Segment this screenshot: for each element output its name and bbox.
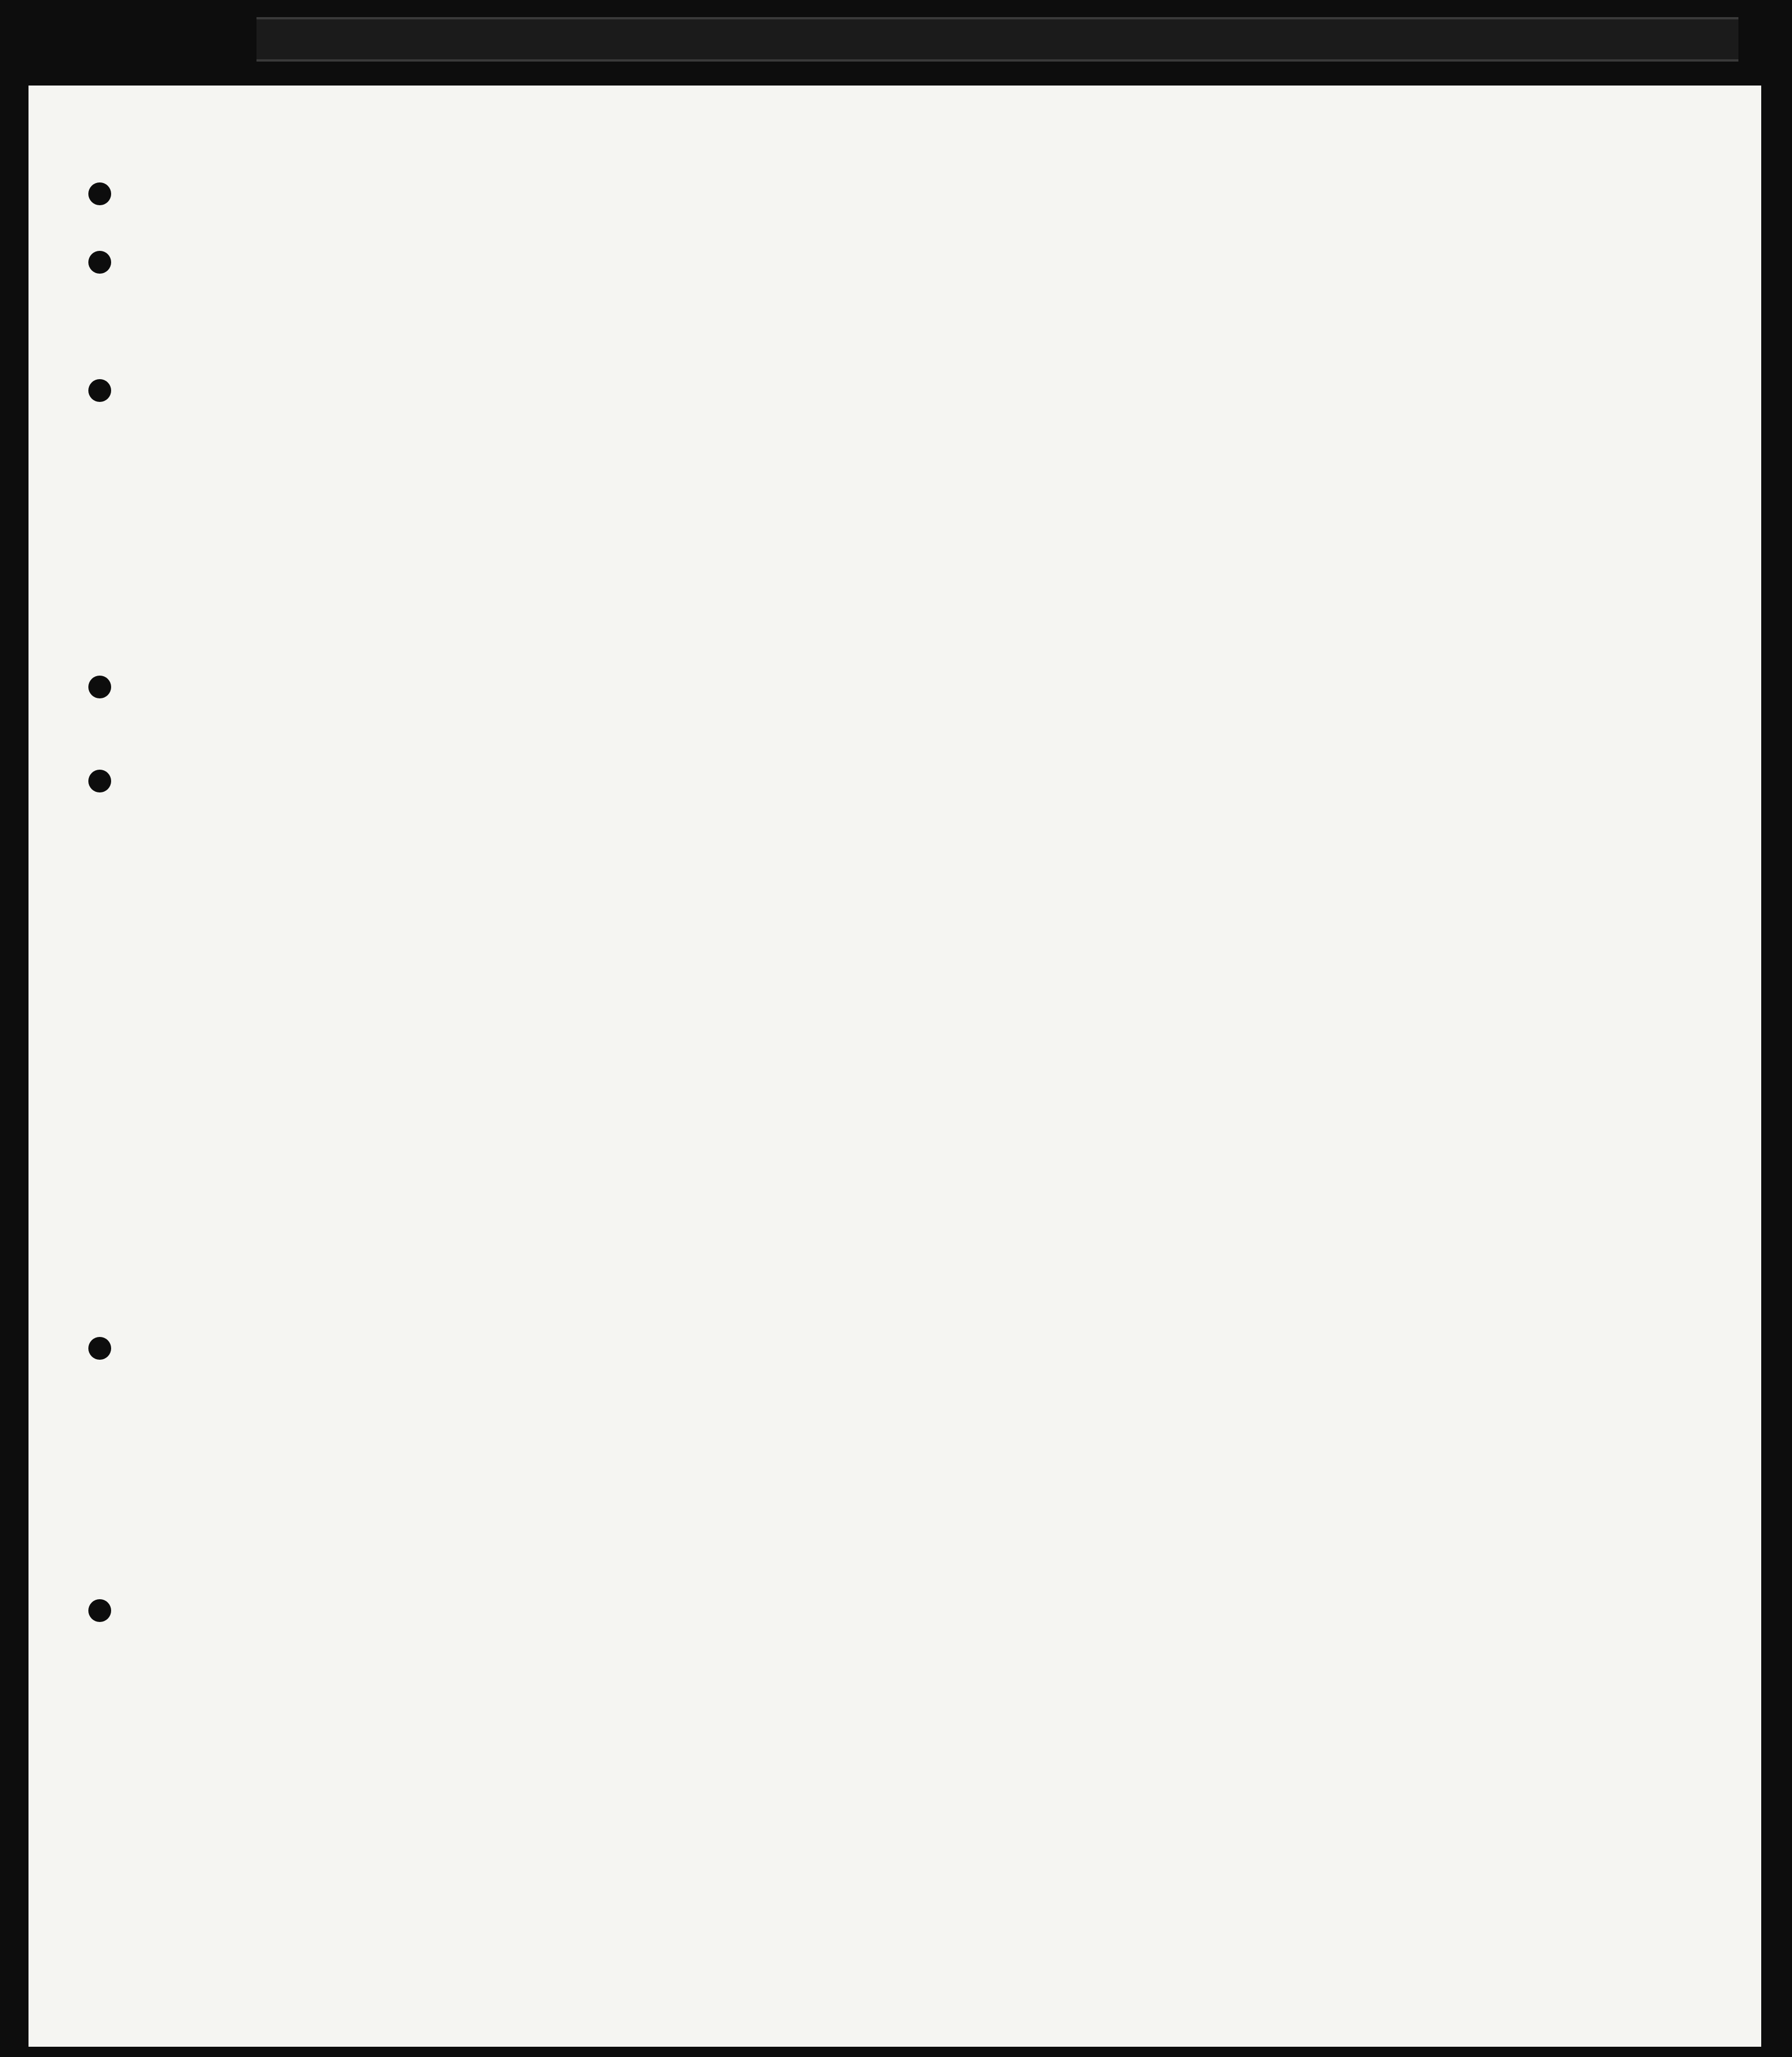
manifest-sheet [28, 86, 1761, 2047]
binding-tape [256, 17, 1738, 62]
ink-marks [28, 86, 1761, 2047]
top-border [0, 0, 1792, 86]
